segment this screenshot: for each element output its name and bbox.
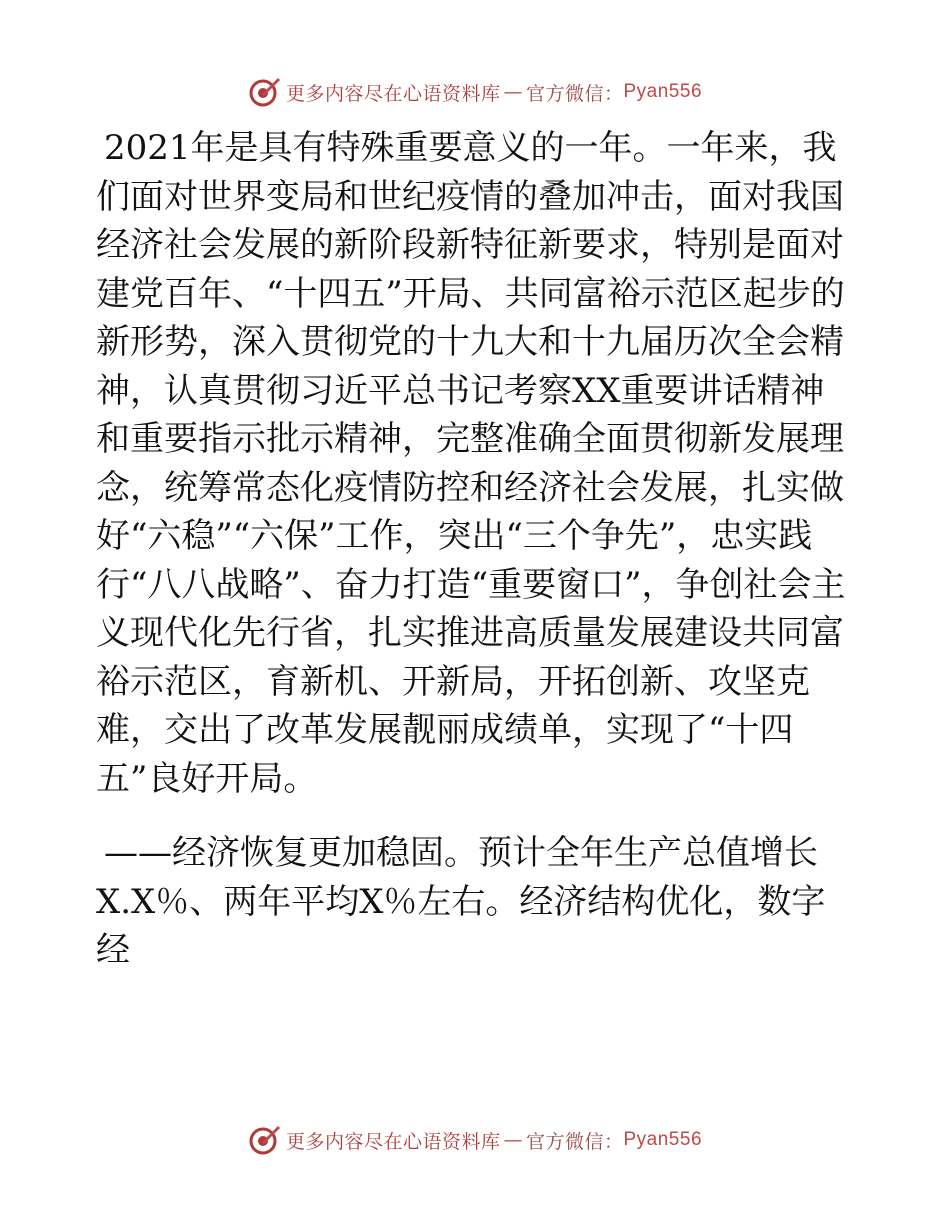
wechat-id: Pyan556 <box>623 1129 703 1150</box>
document-body <box>96 124 856 975</box>
watermark-text: 更多内容尽在心语资料库 <box>285 82 501 105</box>
header-watermark <box>0 72 950 112</box>
pen-logo-icon <box>248 1123 282 1157</box>
watermark-separator: — <box>503 81 523 103</box>
body-paragraph-1: 2021年是具有特殊重要意义的一年。一年来，我们面对世界变局和世纪疫情的叠加冲击，面对我国经济社会发展的新阶段新特征新要求，特别是面对建党百年、“十四五”开局、共同富裕示范区起步的新形势，深入贯彻党的十九大和十九届历次全会精神，认真贯彻习近平总书记考察XX重要讲话精神和重要指示批示精神，完整准确全面贯彻新发展理念，统筹常态化疫情防控和经济社会发展，扎实做好“六稳”“六保”工作，突出“三个争先”，忠实践行“八八战略”、奋力打造“重要窗口”，争创社会主义现代化先行省，扎实推进高质量发展建设共同富裕示范区，育新机、开新局，开拓创新、攻坚克难，交出了改革发展靓丽成绩单，实现了“十四五”良好开局。 <box>96 128 846 799</box>
wechat-id: Pyan556 <box>623 81 703 102</box>
footer-watermark <box>0 1120 950 1160</box>
pen-logo-icon <box>248 75 282 109</box>
watermark-label: 官方微信： <box>525 1130 624 1153</box>
watermark-text: 更多内容尽在心语资料库 <box>285 1130 501 1153</box>
watermark-label: 官方微信： <box>525 82 624 105</box>
watermark-separator: — <box>503 1129 523 1151</box>
body-paragraph-2: ——经济恢复更加稳固。预计全年生产总值增长X.X％、两年平均X％左右。经济结构优化，数字经 <box>96 833 826 970</box>
